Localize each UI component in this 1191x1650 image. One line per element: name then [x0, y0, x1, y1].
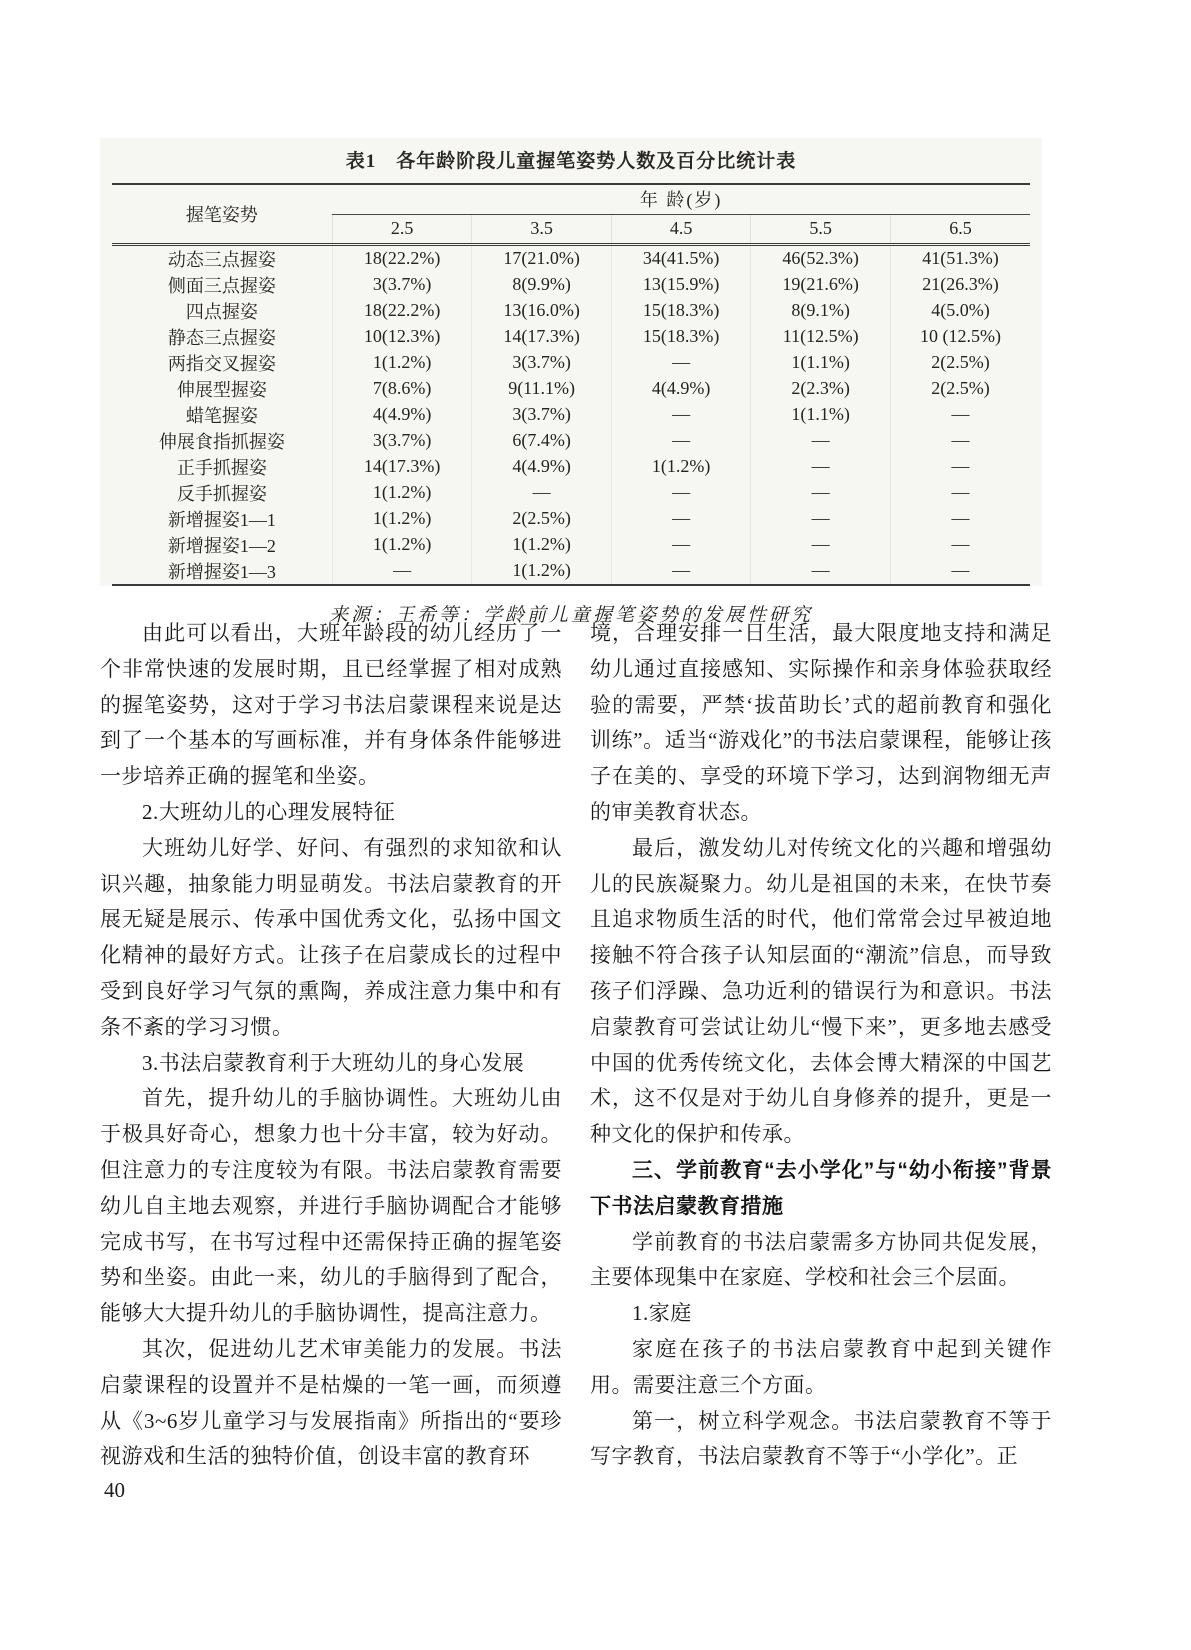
- table-row: [112, 376, 1030, 402]
- pose-name-cell: 侧面三点握姿: [167, 275, 276, 296]
- pose-name-cell: 伸展型握姿: [176, 379, 267, 400]
- table-row: [112, 402, 1030, 428]
- paragraph: 2.大班幼儿的心理发展特征: [142, 799, 396, 824]
- value-cell: 14(17.3%): [472, 324, 612, 350]
- value-cell: 7(8.6%): [332, 376, 472, 402]
- value-cell: 10(12.3%): [332, 324, 472, 350]
- pose-name-cell: 正手抓握姿: [176, 457, 267, 478]
- value-cell: —: [751, 532, 891, 558]
- value-cell: 21(26.3%): [890, 272, 1030, 298]
- value-cell: 3(3.7%): [332, 428, 472, 454]
- table-row: [112, 558, 1030, 585]
- pose-column-header: 握笔姿势: [185, 204, 258, 225]
- value-cell: —: [472, 480, 612, 506]
- pose-name-cell: 新增握姿1—1: [167, 509, 276, 530]
- paragraph: 首先，提升幼儿的手脑协调性。大班幼儿由于极具好奇心，想象力也十分丰富，较为好动。但注意力的专注度较为有限。书法启蒙教育需要幼儿自主地去观察，并进行手脑协调配合才能够完成书写，在书写过程中还需保持正确的握笔姿势和坐姿。由此一来，幼儿的手脑得到了配合，能够大大提升幼儿的手脑协调性，提高注意力。: [100, 1086, 562, 1326]
- value-cell: 13(15.9%): [611, 272, 751, 298]
- value-cell: —: [890, 480, 1030, 506]
- pose-name-cell: 反手抓握姿: [176, 483, 267, 504]
- value-cell: 4(5.0%): [890, 298, 1030, 324]
- pose-name-cell: 伸展食指抓握姿: [158, 431, 285, 452]
- table-row: [112, 454, 1030, 480]
- value-cell: 1(1.2%): [472, 532, 612, 558]
- table-row: [112, 298, 1030, 324]
- table-row: [112, 506, 1030, 532]
- table-caption: 表1 各年龄阶段儿童握笔姿势人数及百分比统计表: [345, 151, 797, 172]
- age-column-header: 5.5: [751, 214, 891, 244]
- value-cell: 3(3.7%): [472, 350, 612, 376]
- paragraph: 境，合理安排一日生活，最大限度地支持和满足幼儿通过直接感知、实际操作和亲身体验获取经验的需要，严禁‘拔苗助长’式的超前教育和强化训练”。适当“游戏化”的书法启蒙课程，能够让孩子在美的、享受的环境下学习，达到润物细无声的审美教育状态。: [590, 621, 1052, 824]
- value-cell: 46(52.3%): [751, 244, 891, 272]
- value-cell: 2(2.5%): [890, 376, 1030, 402]
- value-cell: —: [611, 480, 751, 506]
- paragraph: 3.书法启蒙教育利于大班幼儿的身心发展: [142, 1050, 525, 1075]
- value-cell: 8(9.9%): [472, 272, 612, 298]
- paragraph: 由此可以看出，大班年龄段的幼儿经历了一个非常快速的发展时期，且已经掌握了相对成熟的握笔姿势，这对于学习书法启蒙课程来说是达到了一个基本的写画标准，并有身体条件能够进一步培养正确的握笔和坐姿。: [100, 621, 562, 789]
- age-column-header: 2.5: [332, 214, 472, 244]
- pose-name-cell: 新增握姿1—2: [167, 535, 276, 556]
- value-cell: 13(16.0%): [472, 298, 612, 324]
- value-cell: 3(3.7%): [472, 402, 612, 428]
- value-cell: —: [751, 506, 891, 532]
- value-cell: 15(18.3%): [611, 324, 751, 350]
- value-cell: 14(17.3%): [332, 454, 472, 480]
- table-row: [112, 532, 1030, 558]
- left-text-column: [100, 616, 562, 1475]
- pose-name-cell: 四点握姿: [185, 301, 258, 322]
- pen-grip-table-body: [112, 244, 1030, 585]
- age-column-header: 3.5: [472, 214, 612, 244]
- paragraph: 其次，促进幼儿艺术审美能力的发展。书法启蒙课程的设置并不是枯燥的一笔一画，而须遵从《3~6岁儿童学习与发展指南》所指出的“要珍视游戏和生活的独特价值，创设丰富的教育环: [100, 1336, 562, 1469]
- value-cell: —: [890, 402, 1030, 428]
- paragraph: 大班幼儿好学、好问、有强烈的求知欲和认识兴趣，抽象能力明显萌发。书法启蒙教育的开展无疑是展示、传承中国优秀文化，弘扬中国文化精神的最好方式。让孩子在启蒙成长的过程中受到良好学习气氛的熏陶，养成注意力集中和有条不紊的学习习惯。: [100, 835, 562, 1039]
- value-cell: —: [890, 506, 1030, 532]
- value-cell: —: [611, 428, 751, 454]
- value-cell: —: [611, 402, 751, 428]
- value-cell: 1(1.1%): [751, 350, 891, 376]
- value-cell: 1(1.1%): [751, 402, 891, 428]
- table-row: [112, 350, 1030, 376]
- table-row: [112, 324, 1030, 350]
- pose-name-cell: 两指交叉握姿: [167, 353, 276, 374]
- value-cell: 17(21.0%): [472, 244, 612, 272]
- value-cell: 2(2.5%): [472, 506, 612, 532]
- value-cell: 2(2.5%): [890, 350, 1030, 376]
- section-heading: 三、学前教育“去小学化”与“幼小衔接”背景下书法启蒙教育措施: [590, 1158, 1052, 1218]
- table-row: [112, 428, 1030, 454]
- age-group-header: 年 龄(岁): [332, 184, 1030, 214]
- value-cell: 41(51.3%): [890, 244, 1030, 272]
- value-cell: 19(21.6%): [751, 272, 891, 298]
- value-cell: —: [751, 480, 891, 506]
- value-cell: 10 (12.5%): [890, 324, 1030, 350]
- pen-grip-statistics-table: [112, 183, 1030, 586]
- value-cell: 6(7.4%): [472, 428, 612, 454]
- pose-name-cell: 新增握姿1—3: [167, 561, 276, 582]
- value-cell: 1(1.2%): [332, 480, 472, 506]
- scanned-table-figure: [100, 138, 1042, 627]
- value-cell: 11(12.5%): [751, 324, 891, 350]
- value-cell: 4(4.9%): [611, 376, 751, 402]
- value-cell: —: [751, 454, 891, 480]
- value-cell: 18(22.2%): [332, 244, 472, 272]
- paragraph: 家庭在孩子的书法启蒙教育中起到关键作用。需要注意三个方面。: [590, 1336, 1052, 1397]
- value-cell: —: [890, 454, 1030, 480]
- right-text-column: [590, 616, 1052, 1475]
- value-cell: —: [890, 558, 1030, 585]
- value-cell: —: [611, 506, 751, 532]
- table-header: [112, 184, 1030, 244]
- value-cell: 4(4.9%): [472, 454, 612, 480]
- age-column-header: 4.5: [611, 214, 751, 244]
- value-cell: —: [751, 428, 891, 454]
- value-cell: 18(22.2%): [332, 298, 472, 324]
- value-cell: 1(1.2%): [332, 532, 472, 558]
- value-cell: 15(18.3%): [611, 298, 751, 324]
- pose-name-cell: 动态三点握姿: [167, 249, 276, 270]
- paragraph: 1.家庭: [632, 1301, 692, 1326]
- table-row: [112, 272, 1030, 298]
- value-cell: 4(4.9%): [332, 402, 472, 428]
- value-cell: —: [611, 558, 751, 585]
- pose-name-cell: 静态三点握姿: [167, 327, 276, 348]
- value-cell: 2(2.3%): [751, 376, 891, 402]
- paragraph: 最后，激发幼儿对传统文化的兴趣和增强幼儿的民族凝聚力。幼儿是祖国的未来，在快节奏且追求物质生活的时代，他们常常会过早被迫地接触不符合孩子认知层面的“潮流”信息，而导致孩子们浮躁、急功近利的错误行为和意识。书法启蒙教育可尝试让幼儿“慢下来”，更多地去感受中国的优秀传统文化，去体会博大精深的中国艺术，这不仅是对于幼儿自身修养的提升，更是一种文化的保护和传承。: [590, 835, 1052, 1147]
- value-cell: 1(1.2%): [332, 350, 472, 376]
- value-cell: 1(1.2%): [611, 454, 751, 480]
- value-cell: —: [332, 558, 472, 585]
- value-cell: 1(1.2%): [472, 558, 612, 585]
- body-text-columns: [100, 616, 1052, 1475]
- value-cell: —: [751, 558, 891, 585]
- value-cell: —: [890, 428, 1030, 454]
- table-row: [112, 244, 1030, 272]
- value-cell: —: [611, 532, 751, 558]
- pose-name-cell: 蜡笔握姿: [185, 405, 258, 426]
- value-cell: 1(1.2%): [332, 506, 472, 532]
- value-cell: 34(41.5%): [611, 244, 751, 272]
- paragraph: 第一，树立科学观念。书法启蒙教育不等于写字教育，书法启蒙教育不等于“小学化”。正: [590, 1408, 1052, 1469]
- table-source-note: 来源：王希等：学龄前儿童握笔姿势的发展性研究: [100, 586, 1042, 627]
- value-cell: 3(3.7%): [332, 272, 472, 298]
- value-cell: —: [890, 532, 1030, 558]
- page-number: 40: [104, 1478, 125, 1502]
- value-cell: 8(9.1%): [751, 298, 891, 324]
- table-row: [112, 480, 1030, 506]
- paragraph: 学前教育的书法启蒙需多方协同共促发展，主要体现集中在家庭、学校和社会三个层面。: [590, 1229, 1052, 1290]
- age-column-header: 6.5: [890, 214, 1030, 244]
- value-cell: 9(11.1%): [472, 376, 612, 402]
- value-cell: —: [611, 350, 751, 376]
